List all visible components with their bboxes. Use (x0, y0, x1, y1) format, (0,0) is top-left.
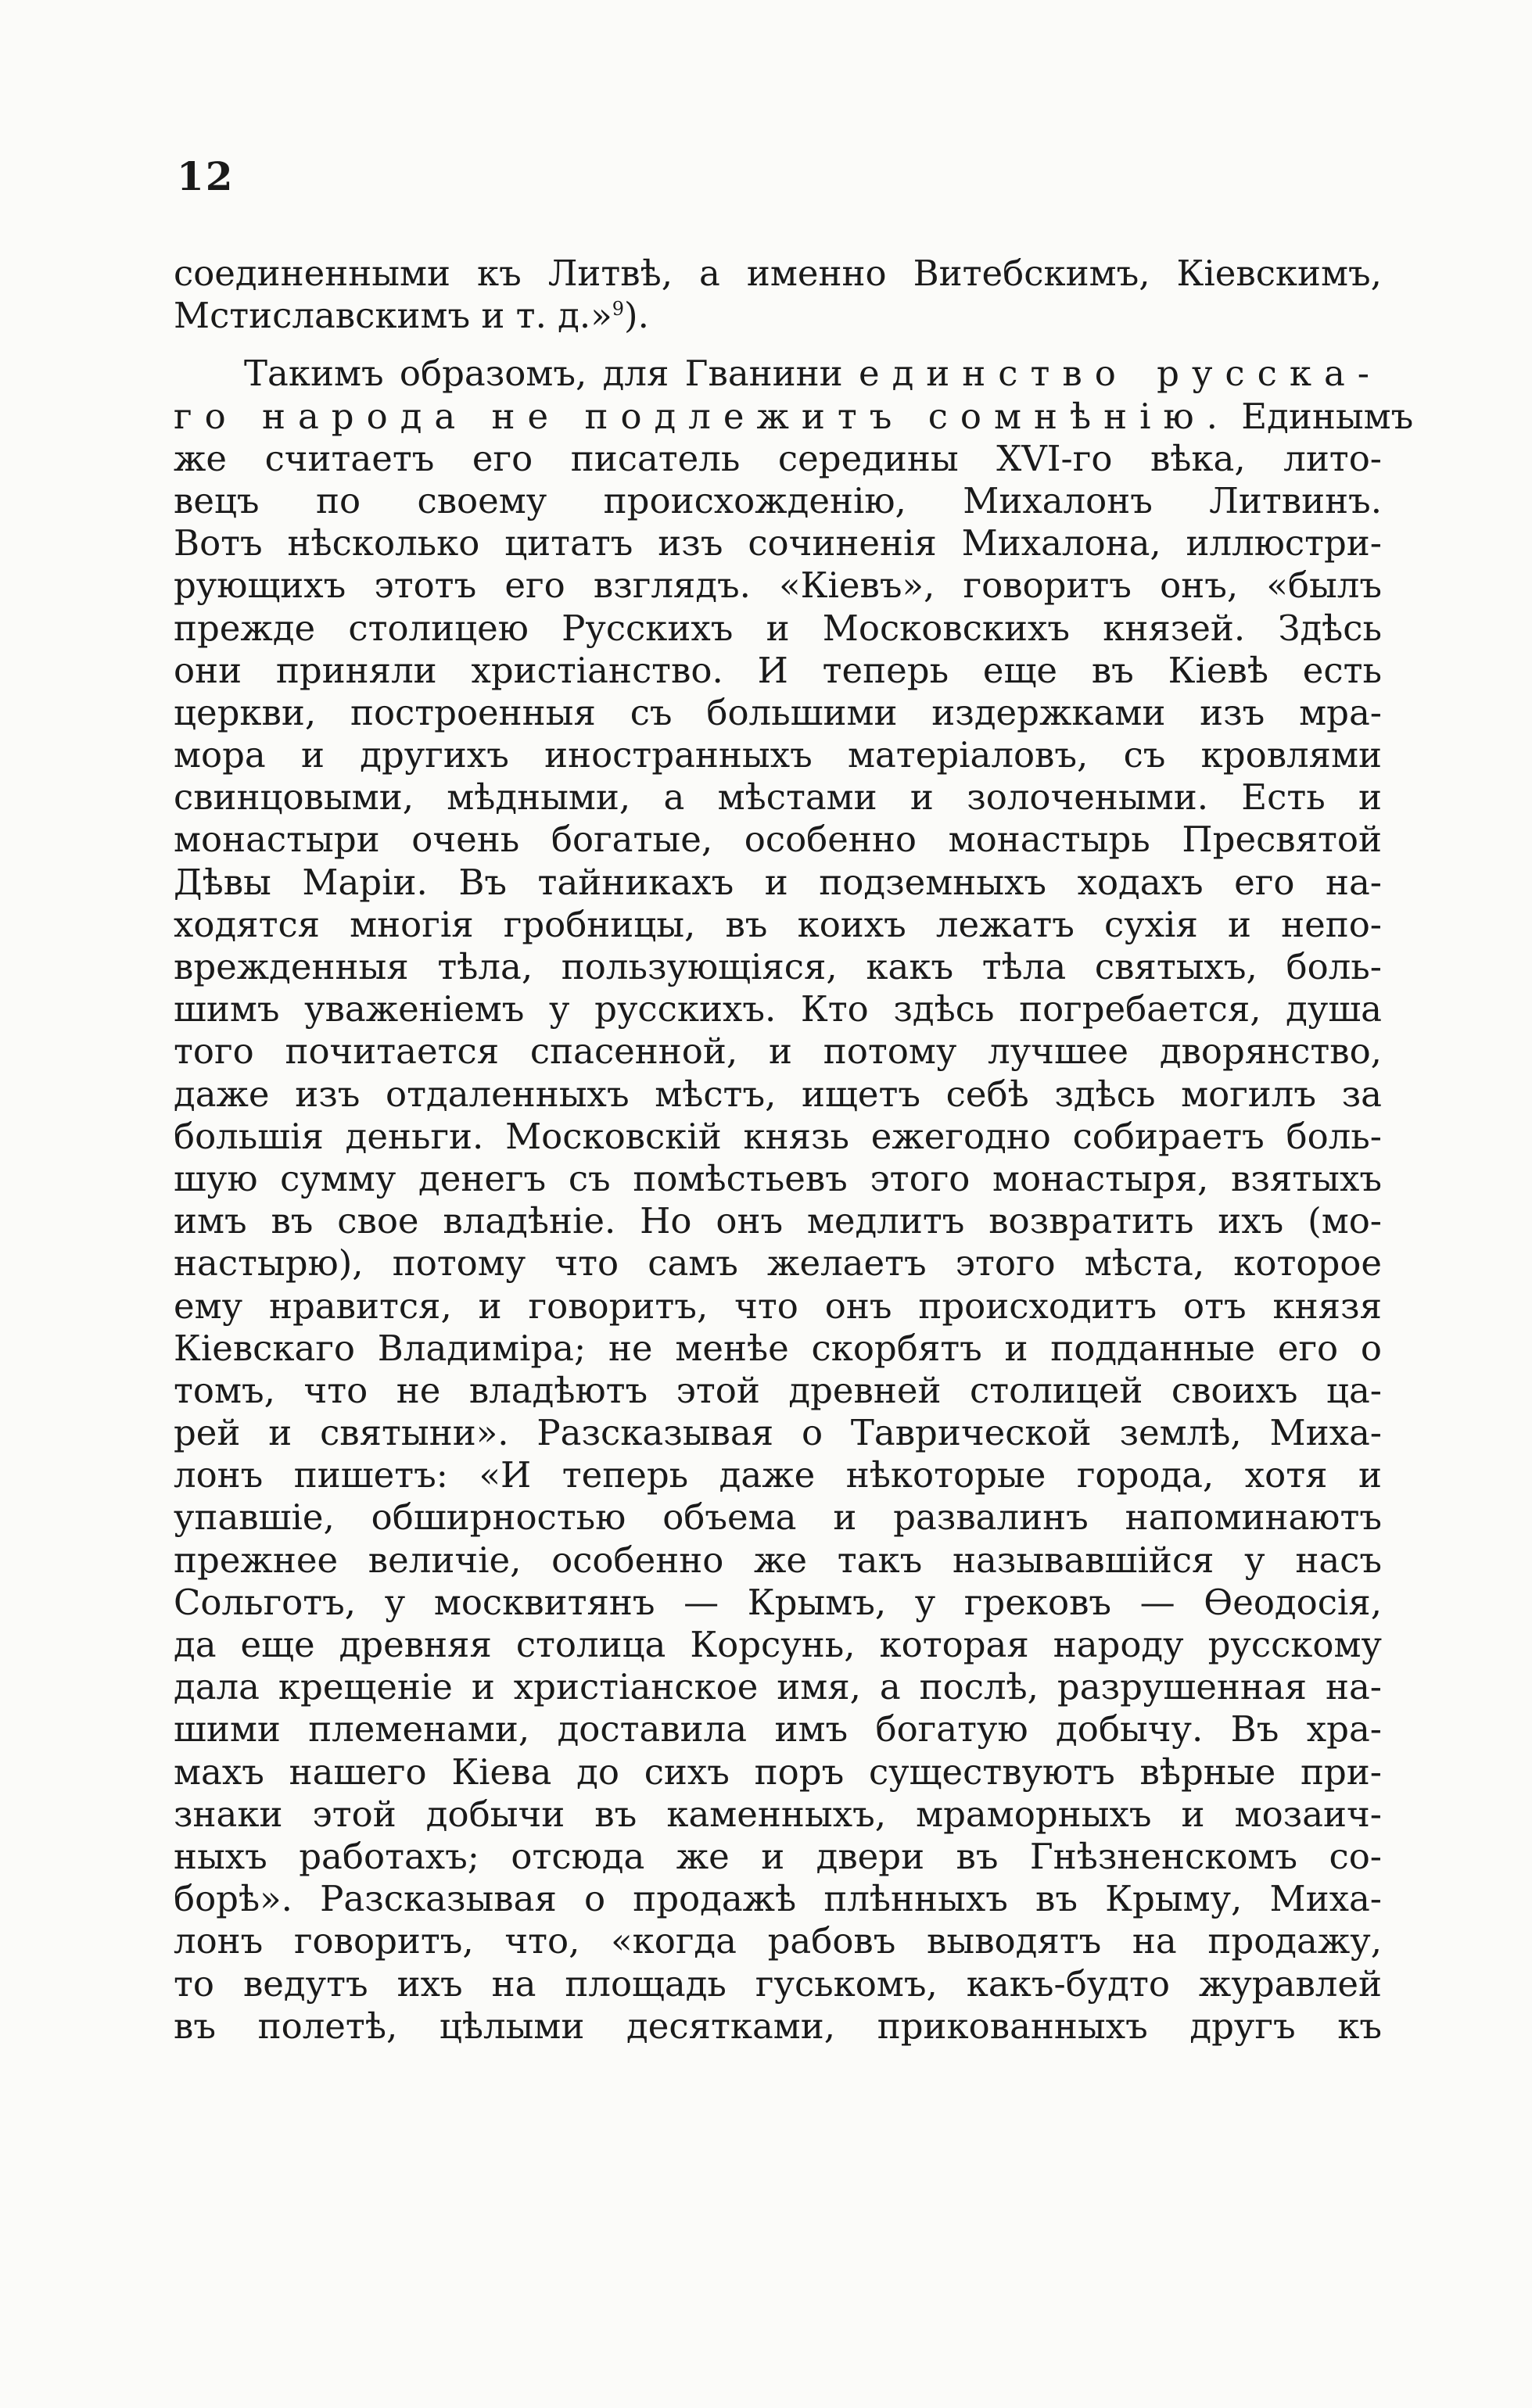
text-segment: Мстиславскимъ и т. д.» (174, 295, 612, 337)
text-line: лонъ пишетъ: «И теперь даже нѣкоторые города, хотя и (174, 1454, 1382, 1496)
text-line: имъ въ свое владѣніе. Но онъ медлитъ возвратить ихъ (мо- (174, 1200, 1382, 1242)
text-line: прежде столицею Русскихъ и Московскихъ князей. Здѣсь (174, 607, 1382, 649)
text-line: да еще древняя столица Корсунь, которая народу русскому (174, 1624, 1382, 1665)
text-line: въ полетѣ, цѣлыми десятками, прикованныхъ другъ къ (174, 2005, 1382, 2047)
text-line: монастыри очень богатые, особенно монастырь Пресвятой (174, 819, 1382, 861)
emphasized-text: единство русска- (858, 353, 1382, 395)
text-line: упавшіе, обширностью объема и развалинъ напоминаютъ (174, 1496, 1382, 1539)
text-line: большія деньги. Московскій князь ежегодно собираетъ боль- (174, 1115, 1382, 1157)
text-line: шимъ уваженіемъ у русскихъ. Кто здѣсь погребается, душа (174, 988, 1382, 1030)
text-line: лонъ говоритъ, что, «когда рабовъ выводятъ на продажу, (174, 1920, 1382, 1962)
text-line (174, 353, 1382, 395)
body-text (174, 253, 1414, 2048)
text-line: церкви, построенныя съ большими издержками изъ мра- (174, 691, 1382, 733)
text-line: рующихъ этотъ его взглядъ. «Кіевъ», говоритъ онъ, «былъ (174, 564, 1382, 607)
text-line: прежнее величіе, особенно же такъ называвшійся у насъ (174, 1539, 1382, 1581)
text-line: Дѣвы Маріи. Въ тайникахъ и подземныхъ ходахъ его на- (174, 861, 1382, 903)
text-line: соединенными къ Литвѣ, а именно Витебскимъ, Кіевскимъ, (174, 253, 1382, 294)
text-line: Вотъ нѣсколько цитатъ изъ сочиненія Михалона, иллюстри- (174, 522, 1382, 564)
text-line: они приняли христіанство. И теперь еще въ Кіевѣ есть (174, 649, 1382, 691)
text-line: же считаетъ его писатель середины XVI-го вѣка, лито- (174, 437, 1382, 479)
text-line: шими племенами, доставила имъ богатую добычу. Въ хра- (174, 1708, 1382, 1750)
text-line: рей и святыни». Разсказывая о Таврической землѣ, Миха- (174, 1412, 1382, 1454)
text-line: того почитается спасенной, и потому лучшее дворянство, (174, 1030, 1382, 1073)
emphasized-text: го народа не подлежитъ сомнѣнію. (174, 395, 1230, 437)
text-line: даже изъ отдаленныхъ мѣстъ, ищетъ себѣ здѣсь могилъ за (174, 1073, 1382, 1115)
text-line: Кіевскаго Владиміра; не менѣе скорбятъ и подданные его о (174, 1327, 1382, 1369)
text-line: вецъ по своему происхожденію, Михалонъ Литвинъ. (174, 479, 1382, 521)
text-line: Сольготъ, у москвитянъ — Крымъ, у грековъ — Ѳеодосія, (174, 1581, 1382, 1623)
text-line: борѣ». Разсказывая о продажѣ плѣнныхъ въ Крыму, Миха- (174, 1878, 1382, 1920)
text-line: мора и другихъ иностранныхъ матеріаловъ, съ кровлями (174, 734, 1382, 776)
text-segment: Единымъ (1229, 395, 1414, 437)
text-line: ходятся многія гробницы, въ коихъ лежатъ сухія и непо- (174, 903, 1382, 945)
text-line: дала крещеніе и христіанское имя, а послѣ, разрушенная на- (174, 1666, 1382, 1708)
text-line: ему нравится, и говоритъ, что онъ происходитъ отъ князя (174, 1285, 1382, 1327)
text-line: томъ, что не владѣютъ этой древней столицей своихъ ца- (174, 1369, 1382, 1411)
text-line: настырю), потому что самъ желаетъ этого мѣста, которое (174, 1242, 1382, 1285)
text-line (174, 395, 1414, 438)
page-number: 12 (177, 153, 235, 199)
text-segment: ). (624, 295, 649, 337)
text-line: ныхъ работахъ; отсюда же и двери въ Гнѣзненскомъ со- (174, 1835, 1382, 1877)
text-segment: Такимъ образомъ, для Гванини (244, 353, 859, 395)
text-line (174, 295, 1382, 337)
text-line: шую сумму денегъ съ помѣстьевъ этого монастыря, взятыхъ (174, 1157, 1382, 1199)
text-line: свинцовыми, мѣдными, а мѣстами и золочеными. Есть и (174, 776, 1382, 819)
text-line: то ведутъ ихъ на площадь гуськомъ, какъ-будто журавлей (174, 1962, 1382, 2005)
text-line: знаки этой добычи въ каменныхъ, мраморныхъ и мозаич- (174, 1793, 1382, 1835)
text-line: врежденныя тѣла, пользующіяся, какъ тѣла святыхъ, боль- (174, 946, 1382, 987)
footnote-reference: 9 (612, 298, 625, 321)
text-line: махъ нашего Кіева до сихъ поръ существуютъ вѣрные при- (174, 1750, 1382, 1793)
